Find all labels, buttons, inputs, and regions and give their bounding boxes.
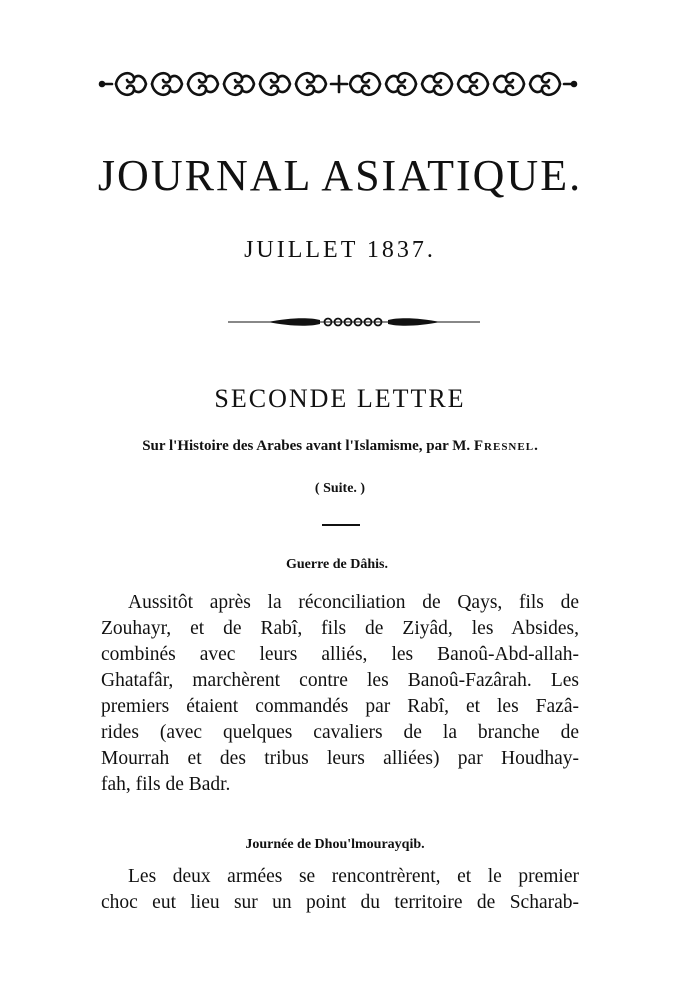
section-heading-journee: Journée de Dhou'lmourayqib.	[245, 837, 425, 852]
text-line: choc eut lieu sur un point du territoire de Scharab-	[101, 892, 579, 913]
section-rule	[322, 524, 360, 526]
text-line: Mourrah et des tribus leurs alliées) par Houdhay-	[101, 748, 579, 769]
text-line: Aussitôt après la réconciliation de Qays, fils de	[128, 592, 579, 613]
subtitle-text: Sur l'Histoire des Arabes avant l'Islamisme, par M.	[142, 438, 471, 454]
journal-title: JOURNAL ASIATIQUE.	[97, 151, 583, 200]
text-line: premiers étaient commandés par Rabî, et les Fazâ-	[101, 696, 579, 717]
text-line: rides (avec quelques cavaliers de la branche de	[101, 722, 579, 743]
ornamental-header-band	[98, 64, 578, 104]
text-line: Les deux armées se rencontrèrent, et le premier	[128, 866, 579, 887]
ornamental-divider	[228, 314, 480, 330]
text-line: Ghatafâr, marchèrent contre les Banoû-Fazârah. Les	[101, 670, 579, 691]
body-paragraph-2	[101, 864, 579, 916]
text-line: fah, fils de Badr.	[101, 774, 231, 795]
section-heading-guerre: Guerre de Dâhis.	[285, 557, 388, 572]
text-line: Zouhayr, et de Rabî, fils de Ziyâd, les Absides,	[101, 618, 579, 639]
continuation-note: ( Suite. )	[314, 481, 366, 496]
body-paragraph-1	[101, 590, 579, 798]
letter-subtitle: Sur l'Histoire des Arabes avant l'Islamisme, par M. Fresnel.	[142, 438, 538, 454]
author-name: Fresnel	[473, 438, 535, 454]
text-line: combinés avec leurs alliés, les Banoû-Abd-allah-	[101, 644, 579, 665]
issue-date: JUILLET 1837.	[244, 237, 436, 263]
letter-title: SECONDE LETTRE	[214, 384, 466, 413]
